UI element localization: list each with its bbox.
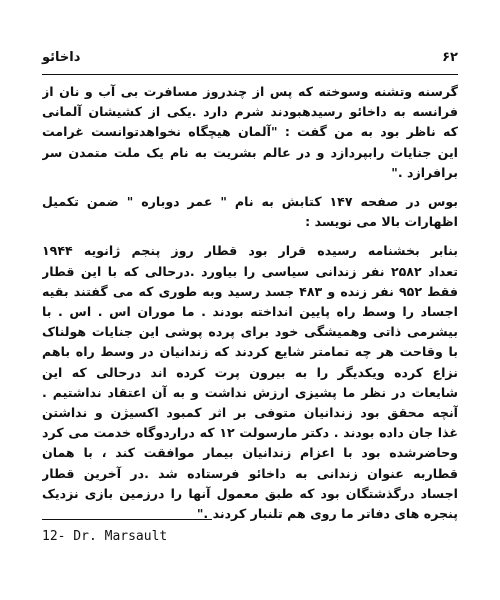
text-line: بنابر بخشنامه رسیده قرار بود قطار روز پنجم ژانویه ۱۹۴۴ bbox=[42, 243, 458, 259]
text-line: غذا جان داده بودند . دکتر مارسولت ۱۲ که دراردوگاه خدمت می کرد bbox=[42, 425, 458, 441]
footnote-rule bbox=[42, 519, 212, 520]
text-line: تعداد ۲۵۸۲ نفر زندانی سیاسی را بیاورد .درحالی که با این قطار bbox=[42, 263, 458, 279]
footnote: 12- Dr. Marsault bbox=[42, 529, 168, 544]
text-line: با وقاحت هر چه تمامتر شایع کردند که زندانیان در وسط راه باهم bbox=[42, 344, 458, 360]
page-header bbox=[42, 50, 458, 70]
text-line: شایعات در نظر ما پشیزی ارزش نداشت و به آن اعتقاد نداشتیم . bbox=[42, 384, 458, 400]
text-line: آنچه محقق بود زندانیان متوفی بر اثر کمبود اکسیژن و نداشتن bbox=[42, 405, 458, 421]
text-line: اجساد را وسط راه پایین انداخته بودند . ما موران اس . اس . با bbox=[42, 304, 458, 320]
running-title: داخائو bbox=[42, 50, 81, 65]
paragraph-gap bbox=[42, 232, 458, 241]
text-line: وحاضرشده بود با اعزام زندانیان بیمار موافقت کند ، با همان bbox=[42, 445, 458, 461]
text-line: بوس در صفحه ۱۴۷ کتابش به نام " عمر دوباره " ضمن تکمیل bbox=[42, 194, 458, 210]
text-line: این جنایات رابپردازد و در عالم بشریت به نام یک ملت متمدن سر bbox=[42, 144, 458, 160]
text-line: برافرازد ." bbox=[391, 164, 458, 180]
text-line: نزاع کرده ویکدیگر را به بیرون پرت کرده اند درحالی که این bbox=[42, 364, 458, 380]
header-rule bbox=[42, 74, 458, 75]
text-line: قطاربه عنوان زندانی به داخائو فرستاده شد .در آخرین قطار bbox=[42, 465, 458, 481]
page-number: ۶۲ bbox=[442, 50, 458, 65]
paragraph-gap bbox=[42, 183, 458, 192]
body-text bbox=[42, 82, 458, 524]
text-line: فرانسه به داخائو رسیدهبودند شرم دارد .یکی از کشیشان آلمانی bbox=[42, 104, 458, 120]
text-line: گرسنه وتشنه وسوخته که پس از چندروز مسافرت بی آب و نان از bbox=[42, 84, 458, 99]
text-line: اظهارات بالا می نویسد : bbox=[305, 214, 458, 230]
text-line: فقط ۹۵۲ نفر زنده و ۴۸۳ جسد رسید وبه طوری که می گفتند بقیه bbox=[42, 283, 458, 299]
text-line: پنجره های دفاتر ما روی هم تلنبار کردند ." bbox=[196, 506, 458, 522]
text-line: بیشرمی ذاتی وهمیشگی خود برای پرده پوشی این جنایات هولناک bbox=[42, 324, 458, 340]
text-line: که ناظر بود به من گفت : "آلمان هیچگاه نخواهدتوانست غرامت bbox=[42, 124, 458, 140]
text-line: اجساد درگذشتگان بود که طبق معمول آنها را درزمین بازی نزدیک bbox=[42, 485, 458, 501]
